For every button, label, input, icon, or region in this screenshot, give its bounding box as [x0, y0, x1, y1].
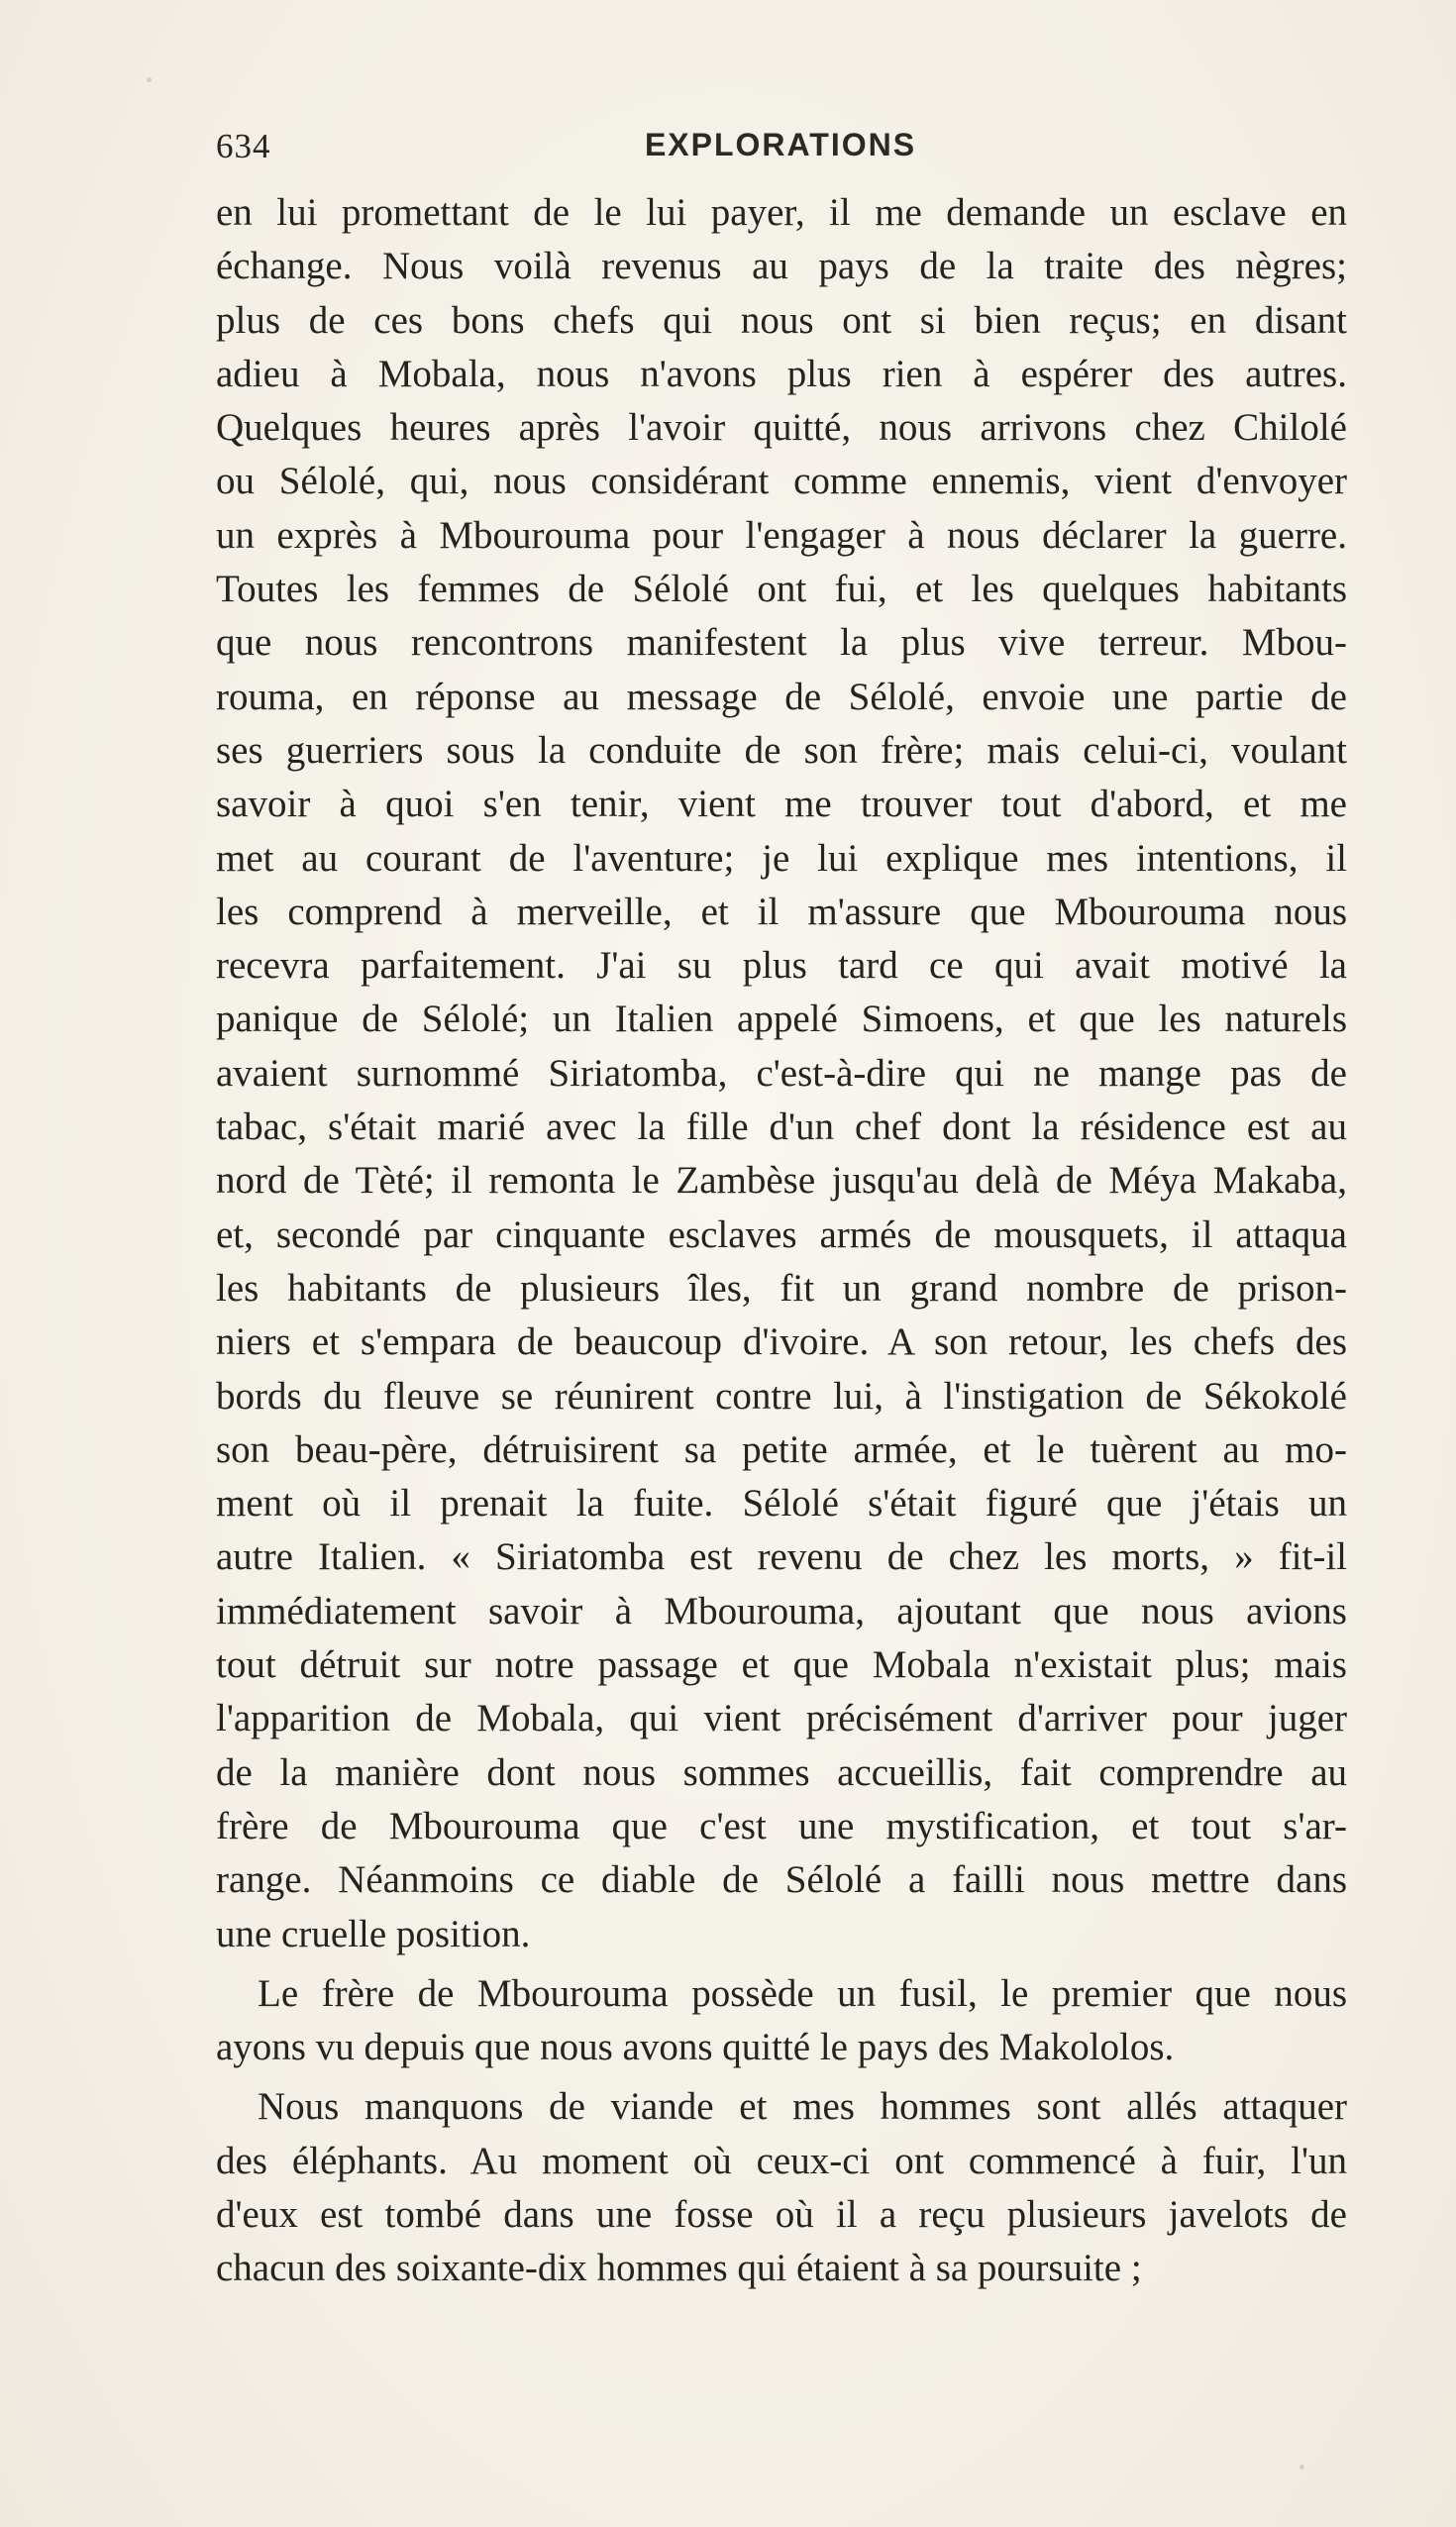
paper-speck [147, 77, 152, 82]
text-line: des éléphants. Au moment où ceux-ci ont commencé à fuir, l'un [216, 2139, 1347, 2182]
text-line: chacun des soixante-dix hommes qui étaient à sa poursuite ; [216, 2247, 1142, 2290]
paragraph [216, 1967, 1347, 2075]
paragraph [216, 2080, 1347, 2295]
text-line: frère de Mbourouma que c'est une mystification, et tout s'ar- [216, 1804, 1347, 1847]
text-line: Le frère de Mbourouma possède un fusil, le premier que nous [258, 1971, 1347, 2015]
text-line: ayons vu depuis que nous avons quitté le pays des Makololos. [216, 2026, 1175, 2069]
text-line: bords du fleuve se réunirent contre lui, à l'instigation de Sékokolé [216, 1374, 1347, 1418]
text-line: savoir à quoi s'en tenir, vient me trouver tout d'abord, et me [216, 783, 1347, 826]
text-line: que nous rencontrons manifestent la plus vive terreur. Mbou- [216, 621, 1347, 665]
text-line: et, secondé par cinquante esclaves armés de mousquets, il attaqua [216, 1212, 1347, 1256]
page-header [216, 127, 1345, 176]
paragraph [216, 186, 1347, 1961]
text-line: un exprès à Mbourouma pour l'engager à nous déclarer la guerre. [216, 513, 1347, 557]
text-line: ment où il prenait la fuite. Sélolé s'était figuré que j'étais un [216, 1482, 1347, 1526]
text-line: une cruelle position. [216, 1912, 531, 1955]
text-line: plus de ces bons chefs qui nous ont si bien reçus; en disant [216, 298, 1347, 342]
body-text [216, 186, 1347, 2296]
text-line: tabac, s'était marié avec la fille d'un chef dont la résidence est au [216, 1106, 1347, 1149]
text-line: adieu à Mobala, nous n'avons plus rien à espérer des autres. [216, 352, 1347, 395]
text-line: avaient surnommé Siriatomba, c'est-à-dire qui ne mange pas de [216, 1051, 1347, 1095]
text-line: en lui promettant de le lui payer, il me demande un esclave en [216, 191, 1347, 234]
text-line: range. Néanmoins ce diable de Sélolé a failli nous mettre dans [216, 1858, 1347, 1902]
text-line: nord de Tèté; il remonta le Zambèse jusqu'au delà de Méya Makaba, [216, 1159, 1347, 1203]
running-head: EXPLORATIONS [644, 127, 917, 162]
text-line: niers et s'empara de beaucoup d'ivoire. A son retour, les chefs des [216, 1320, 1347, 1364]
text-line: Nous manquons de viande et mes hommes sont allés attaquer [258, 2085, 1347, 2129]
text-line: ou Sélolé, qui, nous considérant comme ennemis, vient d'envoyer [216, 460, 1347, 503]
text-line: l'apparition de Mobala, qui vient précisément d'arriver pour juger [216, 1697, 1347, 1740]
text-line: les habitants de plusieurs îles, fit un grand nombre de prison- [216, 1266, 1347, 1310]
text-line: les comprend à merveille, et il m'assure que Mbourouma nous [216, 890, 1347, 933]
text-line: autre Italien. « Siriatomba est revenu de chez les morts, » fit-il [216, 1535, 1347, 1579]
paper-speck [1300, 2465, 1304, 2470]
text-line: ses guerriers sous la conduite de son frère; mais celui-ci, voulant [216, 728, 1347, 772]
text-line: met au courant de l'aventure; je lui explique mes intentions, il [216, 836, 1347, 880]
text-line: d'eux est tombé dans une fosse où il a reçu plusieurs javelots de [216, 2192, 1347, 2236]
text-line: rouma, en réponse au message de Sélolé, envoie une partie de [216, 675, 1347, 718]
text-line: tout détruit sur notre passage et que Mobala n'existait plus; mais [216, 1643, 1347, 1687]
text-line: Toutes les femmes de Sélolé ont fui, et les quelques habitants [216, 568, 1347, 611]
text-line: son beau-père, détruisirent sa petite armée, et le tuèrent au mo- [216, 1427, 1347, 1471]
text-line: échange. Nous voilà revenus au pays de la traite des nègres; [216, 245, 1347, 288]
text-line: de la manière dont nous sommes accueillis, fait comprendre au [216, 1750, 1347, 1794]
text-line: Quelques heures après l'avoir quitté, nous arrivons chez Chilolé [216, 406, 1347, 450]
page-number: 634 [216, 127, 271, 165]
text-line: recevra parfaitement. J'ai su plus tard ce qui avait motivé la [216, 944, 1347, 988]
text-line: panique de Sélolé; un Italien appelé Simoens, et que les naturels [216, 998, 1347, 1041]
text-line: immédiatement savoir à Mbourouma, ajoutant que nous avions [216, 1589, 1347, 1632]
